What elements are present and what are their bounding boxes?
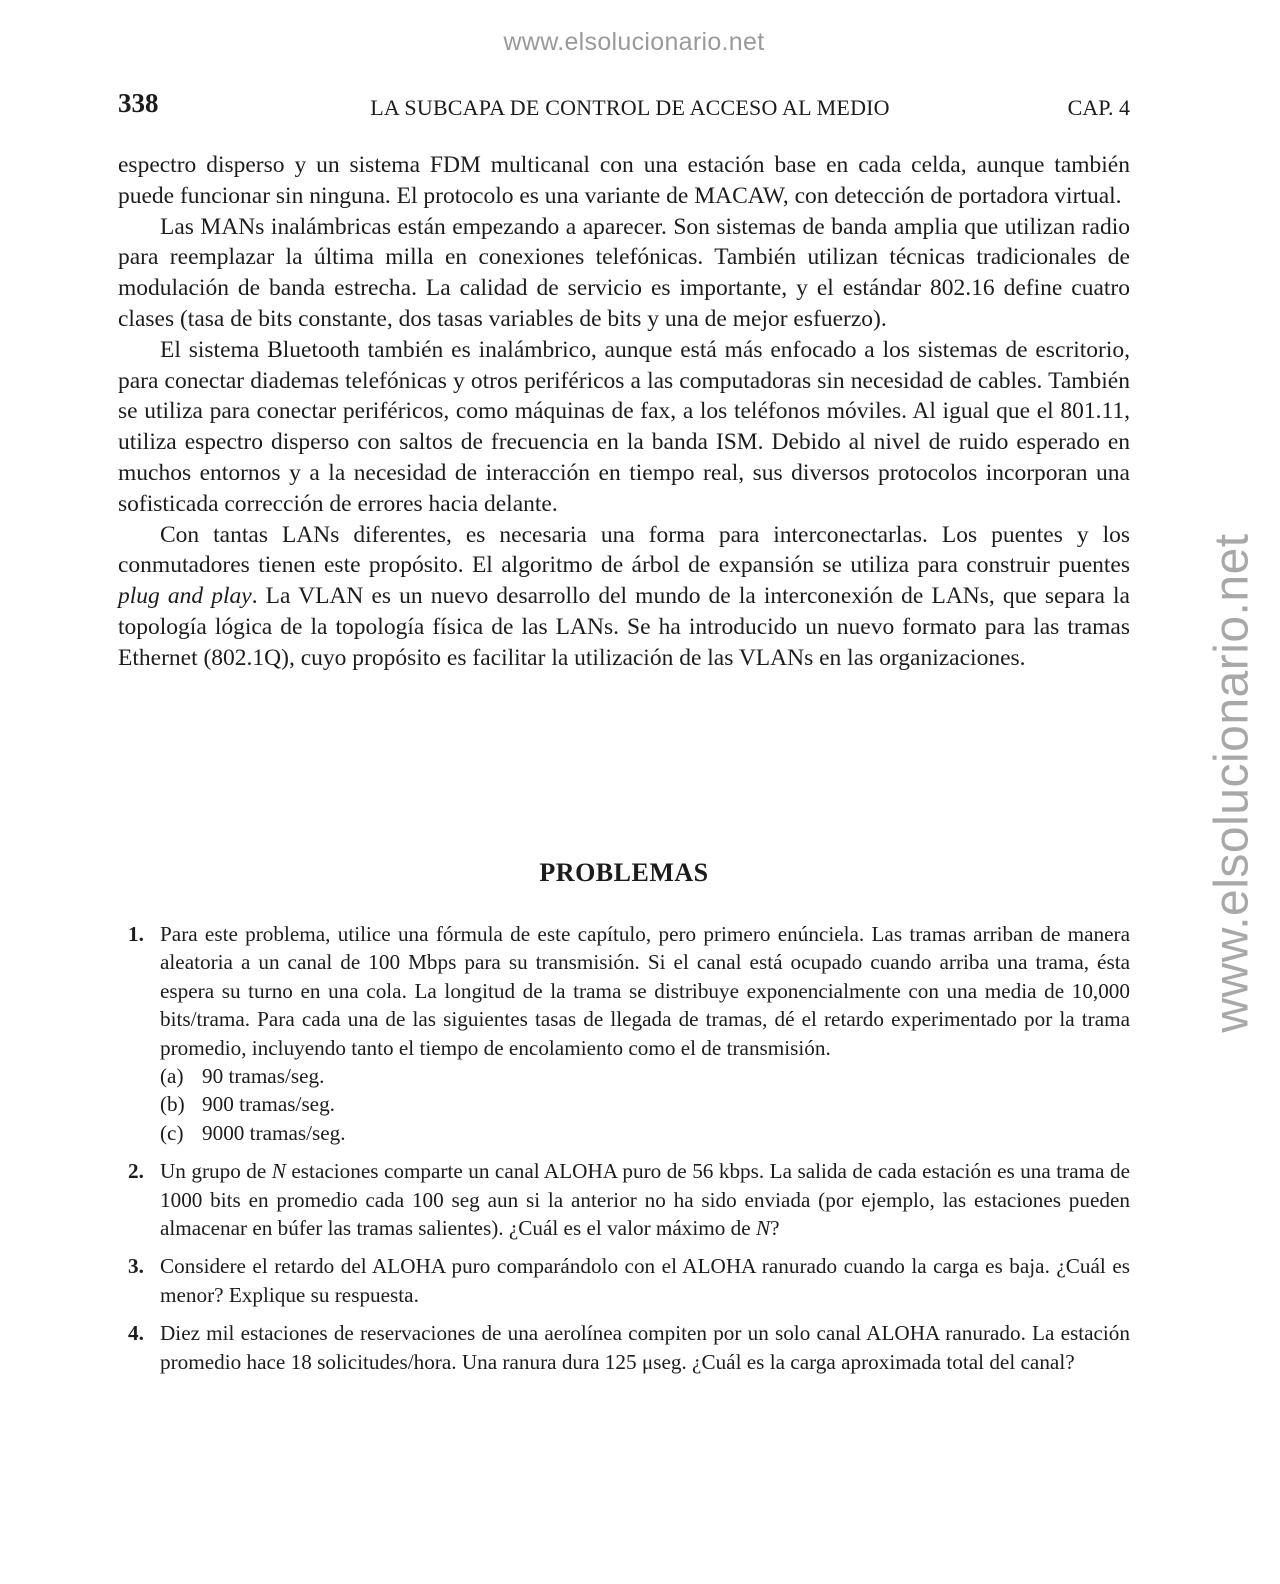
problem-text: Para este problema, utilice una fórmula de este capítulo, pero primero enúnciela. Las tramas arriban de manera aleatoria a un canal de 100 Mbps para su transmisión. Si el canal está ocupado cuando arriba una trama, ésta espera su turno en una cola. La longitud de la trama se distribuye exponencialmente con una media de 10,000 bits/trama. Para cada una de las siguientes tasas de llegada de tramas, dé el retardo experimentado por la trama promedio, incluyendo tanto el tiempo de encolamiento como el de transmisión. xyxy=(160,922,1130,1060)
sub-item-label: (a) xyxy=(160,1064,184,1089)
variable: N xyxy=(755,1216,771,1241)
sub-item xyxy=(160,1062,1130,1090)
problem-number: 1. xyxy=(128,922,144,946)
chapter-title: LA SUBCAPA DE CONTROL DE ACCESO AL MEDIO xyxy=(370,95,890,120)
problem-number: 4. xyxy=(128,1321,144,1346)
paragraph-text: . La VLAN es un nuevo desarrollo del mundo de la interconexión de LANs, que separa la topología lógica de la topología física de las LANs. Se ha introducido un nuevo formato para las tramas Ethernet (802.1Q), cuyo propósito es facilitar la utilización de las VLANs en las organizaciones. xyxy=(118,583,1130,671)
paragraph: espectro disperso y un sistema FDM multicanal con una estación base en cada celda, aunque también puede funcionar sin ninguna. El protocolo es una variante de MACAW, con detección de portadora virtual. xyxy=(118,152,1130,209)
paragraph-text: Con tantas LANs diferentes, es necesaria una forma para interconectarlas. Los puentes y los conmutadores tienen este propósito. El algoritmo de árbol de expansión se utiliza para construir puentes xyxy=(118,521,1130,579)
sub-item-text: 9000 tramas/seg. xyxy=(202,1120,346,1145)
sub-item-text: 90 tramas/seg. xyxy=(202,1064,325,1089)
problem-number: 3. xyxy=(128,1254,144,1279)
problem-text: estaciones comparte un canal ALOHA puro de 56 kbps. La salida de cada estación es una trama de 1000 bits en promedio cada 100 seg aun si la anterior no ha sido enviada (por ejemplo, las estaciones pueden almacenar en búfer las tramas salientes). ¿Cuál es el valor máximo de xyxy=(160,1159,1130,1241)
problem-text: ? xyxy=(770,1216,780,1241)
section-heading: PROBLEMAS xyxy=(539,858,709,887)
body-text xyxy=(118,150,1130,674)
paragraph xyxy=(118,520,1130,674)
problem-item xyxy=(118,1252,1130,1309)
sub-item-label: (b) xyxy=(160,1092,185,1117)
watermark-side: www.elsolucionario.net xyxy=(1205,533,1259,1033)
chapter-number: CAP. 4 xyxy=(1067,95,1130,120)
problem-text: Diez mil estaciones de reservaciones de una aerolínea compiten por un solo canal ALOHA ranurado. La estación promedio hace 18 solicitudes/hora. Una ranura dura 125 μseg. ¿Cuál es la carga aproximada total del canal? xyxy=(160,1321,1130,1374)
watermark-top: www.elsolucionario.net xyxy=(503,28,765,56)
variable: N xyxy=(271,1159,286,1184)
problem-number: 2. xyxy=(128,1159,144,1184)
paragraph: El sistema Bluetooth también es inalámbrico, aunque está más enfocado a los sistemas de escritorio, para conectar diademas telefónicas y otros periféricos a las computadoras sin necesidad de cables. También se utiliza para conectar periféricos, como máquinas de fax, a los teléfonos móviles. Al igual que el 801.11, utiliza espectro disperso con saltos de frecuencia en la banda ISM. Debido al nivel de ruido esperado en muchos entornos y a la necesidad de interacción en tiempo real, sus diversos protocolos incorporan una sofisticada corrección de errores hacia delante. xyxy=(118,336,1130,517)
problems-list xyxy=(118,920,1130,1386)
problem-item xyxy=(118,1157,1130,1242)
problem-item xyxy=(118,920,1130,1147)
running-head xyxy=(118,88,1130,124)
sub-item xyxy=(160,1090,1130,1118)
problem-text: Considere el retardo del ALOHA puro comparándolo con el ALOHA ranurado cuando la carga es baja. ¿Cuál es menor? Explique su respuesta. xyxy=(160,1254,1130,1307)
sub-item-text: 900 tramas/seg. xyxy=(202,1092,335,1117)
italic-term: plug and play xyxy=(118,583,252,610)
sub-item-label: (c) xyxy=(160,1120,184,1145)
page-number: 338 xyxy=(118,88,159,118)
paragraph: Las MANs inalámbricas están empezando a aparecer. Son sistemas de banda amplia que utilizan radio para reemplazar la última milla en conexiones telefónicas. También utilizan técnicas tradicionales de modulación de banda estrecha. La calidad de servicio es importante, y el estándar 802.16 define cuatro clases (tasa de bits constante, dos tasas variables de bits y una de mejor esfuerzo). xyxy=(118,213,1130,332)
sub-item xyxy=(160,1119,1130,1147)
problem-item xyxy=(118,1319,1130,1376)
problem-text: Un grupo de xyxy=(160,1159,272,1184)
